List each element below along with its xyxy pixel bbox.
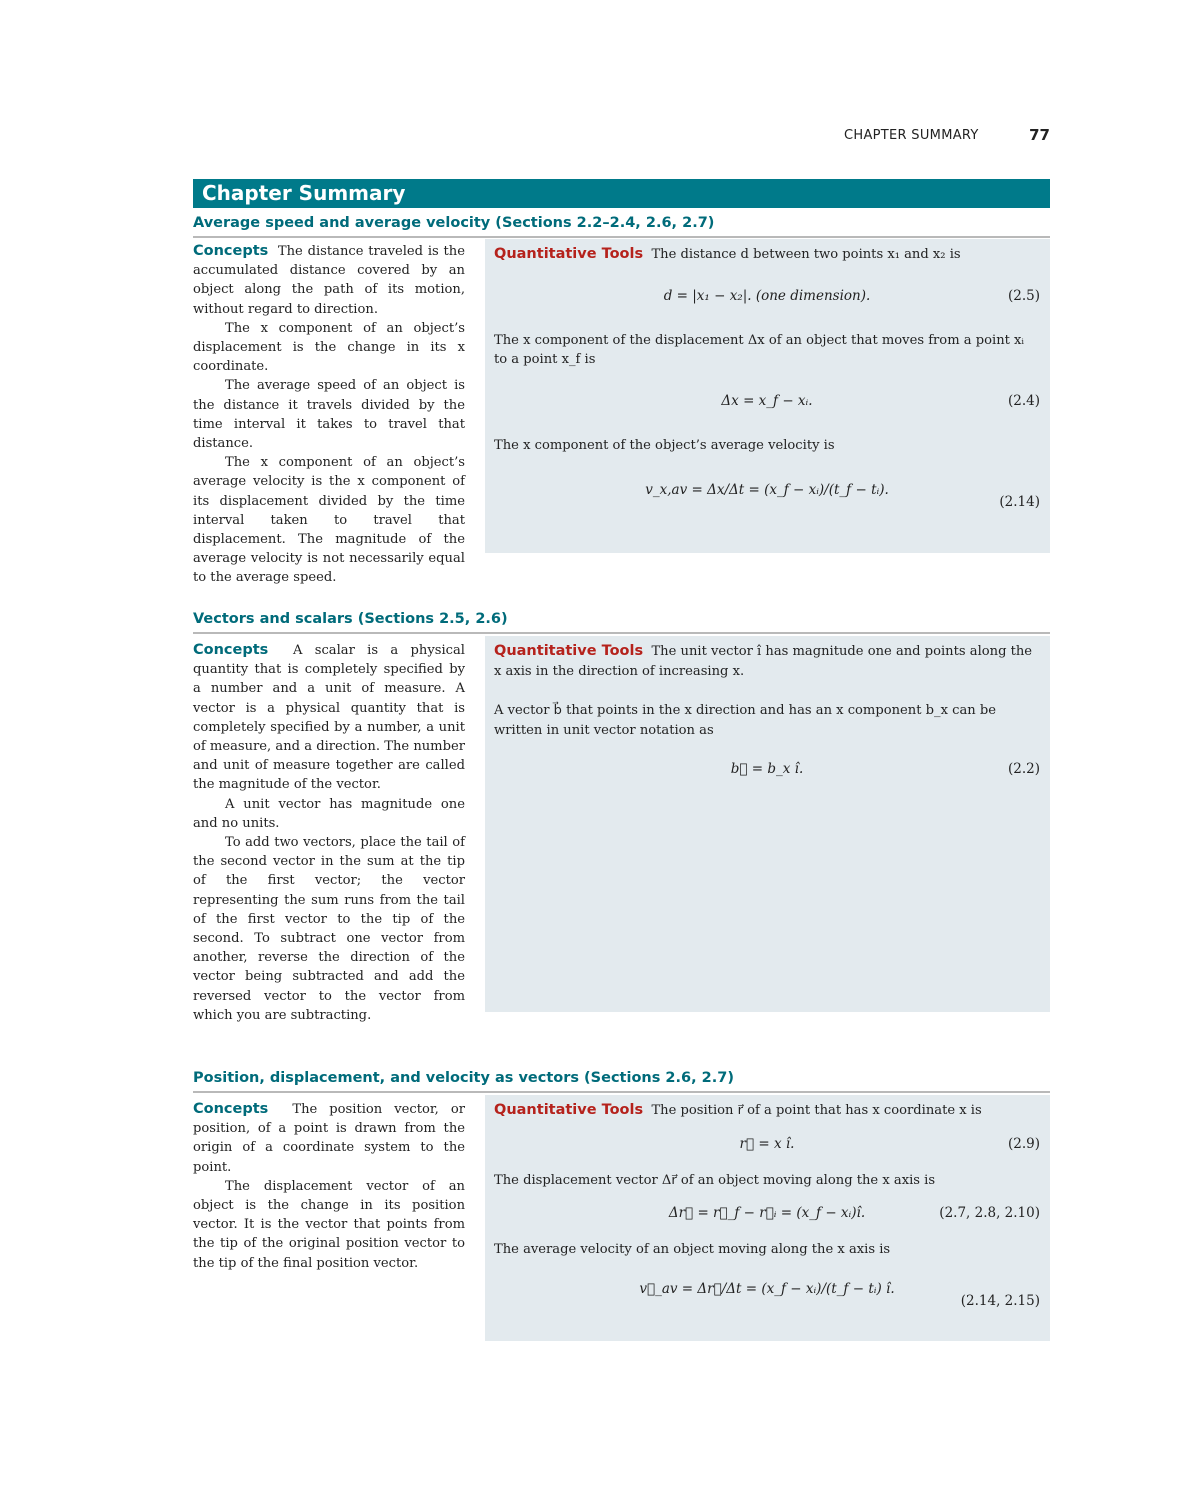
concept-text: A scalar is a physical quantity that is completely specified by a number and a unit of measure. A vector is a physical quantity that is completely specified by a number, a unit of measure, and a direction. The number and unit of measure together are called the magnitude of the vector. bbox=[193, 643, 465, 793]
concept-paragraph: To add two vectors, place the tail of the second vector in the sum at the tip of the first vector; the vector representing the sum runs from the tail of the first vector to the tip of the second. To subtract one vector from another, reverse the direction of the vector being subtracted and add the reversed vector to the vector from which you are subtracting. bbox=[193, 835, 465, 1023]
equation-2-2 bbox=[494, 760, 1040, 782]
quantitative-tools-label: Quantitative Tools bbox=[494, 643, 644, 659]
equation-2-4 bbox=[494, 392, 1040, 414]
quantitative-tools-label: Quantitative Tools bbox=[494, 246, 644, 262]
tool-paragraph: The average velocity of an object moving along the x axis is bbox=[494, 1242, 891, 1257]
concept-paragraph: The displacement vector of an object is the change in its position vector. It is the vector that points from the tip of the original position vector to the tip of the final position vector. bbox=[193, 1178, 465, 1271]
tool-paragraph bbox=[494, 1101, 1040, 1121]
concept-paragraph: The x component of an object’s average velocity is the x component of its displacement divided by the time interval taken to travel that displacement. The magnitude of the average velocity is not necessarily equal to the average speed. bbox=[193, 455, 465, 586]
equation-expression: r⃗ = x î. bbox=[739, 1135, 795, 1152]
equation-2-9 bbox=[494, 1135, 1040, 1157]
section-heading-vectors-scalars: Vectors and scalars (Sections 2.5, 2.6) bbox=[193, 611, 1050, 634]
equation-2-14-2-15 bbox=[494, 1280, 1040, 1326]
chapter-summary-title: Chapter Summary bbox=[193, 179, 1050, 208]
concepts-label: Concepts bbox=[193, 642, 269, 658]
tool-paragraph bbox=[494, 642, 1040, 681]
concept-paragraph bbox=[193, 242, 465, 319]
equation-number: (2.14) bbox=[999, 494, 1040, 510]
concepts-vectors-scalars bbox=[193, 641, 465, 1025]
equation-expression: v_x,av = Δx/Δt = (x_f − xᵢ)/(t_f − tᵢ). bbox=[645, 482, 889, 498]
concept-paragraph: The average speed of an object is the distance it travels divided by the time interval it takes to travel that distance. bbox=[193, 378, 465, 452]
equation-expression: Δx = x_f − xᵢ. bbox=[721, 392, 813, 409]
equation-number: (2.9) bbox=[1007, 1135, 1040, 1152]
section-heading-position-displacement: Position, displacement, and velocity as vectors (Sections 2.6, 2.7) bbox=[193, 1070, 1050, 1093]
running-head-title: CHAPTER SUMMARY bbox=[844, 128, 979, 143]
equation-number: (2.7, 2.8, 2.10) bbox=[939, 1205, 1040, 1221]
tool-paragraph: The x component of the object’s average velocity is bbox=[494, 437, 835, 453]
concepts-position-displacement bbox=[193, 1100, 465, 1273]
concept-paragraph: The x component of an object’s displacement is the change in its x coordinate. bbox=[193, 320, 465, 375]
page-number: 77 bbox=[1029, 126, 1050, 144]
tool-paragraph: The displacement vector Δr⃗ of an object moving along the x axis is bbox=[494, 1172, 936, 1188]
equation-number: (2.5) bbox=[1007, 287, 1040, 304]
tool-paragraph: A vector b⃗ that points in the x direction and has an x component b_x can be written in unit vector notation as bbox=[494, 703, 996, 738]
tool-text: The unit vector î has magnitude one and points along the x axis in the direction of increasing x. bbox=[494, 644, 1033, 679]
equation-number: (2.14, 2.15) bbox=[960, 1292, 1040, 1309]
concept-text: The position vector, or position, of a point is drawn from the origin of a coordinate system to the point. bbox=[193, 1102, 466, 1175]
equation-2-14 bbox=[494, 481, 1040, 527]
section-heading-average-velocity: Average speed and average velocity (Sections 2.2–2.4, 2.6, 2.7) bbox=[193, 215, 1050, 238]
tools-position-displacement bbox=[485, 1095, 1050, 1341]
tools-vectors-scalars bbox=[485, 636, 1050, 1012]
concepts-average-velocity bbox=[193, 242, 465, 588]
tool-paragraph bbox=[494, 245, 1040, 265]
concept-paragraph bbox=[193, 1100, 465, 1177]
equation-expression: v⃗_av = Δr⃗/Δt = (x_f − xᵢ)/(t_f − tᵢ) î. bbox=[639, 1280, 895, 1297]
equation-number: (2.2) bbox=[1007, 761, 1040, 777]
equation-expression: d = |x₁ − x₂|. (one dimension). bbox=[663, 287, 871, 304]
quantitative-tools-label: Quantitative Tools bbox=[494, 1102, 644, 1118]
tool-text: The position r⃗ of a point that has x coordinate x is bbox=[651, 1103, 982, 1118]
equation-expression: b⃗ = b_x î. bbox=[730, 761, 804, 777]
tools-average-velocity bbox=[485, 239, 1050, 553]
concept-text: The distance traveled is the accumulated distance covered by an object along the path of its motion, without regard to direction. bbox=[193, 244, 465, 317]
equation-expression: Δr⃗ = r⃗_f − r⃗ᵢ = (x_f − xᵢ)î. bbox=[668, 1205, 866, 1221]
equation-2-5 bbox=[494, 287, 1040, 309]
concept-paragraph bbox=[193, 641, 465, 795]
equation-number: (2.4) bbox=[1007, 392, 1040, 409]
tool-paragraph: The x component of the displacement Δx of an object that moves from a point xᵢ to a point x_f is bbox=[494, 332, 1025, 367]
tool-text: The distance d between two points x₁ and x₂ is bbox=[651, 247, 961, 262]
concepts-label: Concepts bbox=[193, 243, 269, 259]
concept-paragraph: A unit vector has magnitude one and no units. bbox=[193, 796, 465, 831]
equation-2-7 bbox=[494, 1204, 1040, 1226]
concepts-label: Concepts bbox=[193, 1101, 269, 1117]
